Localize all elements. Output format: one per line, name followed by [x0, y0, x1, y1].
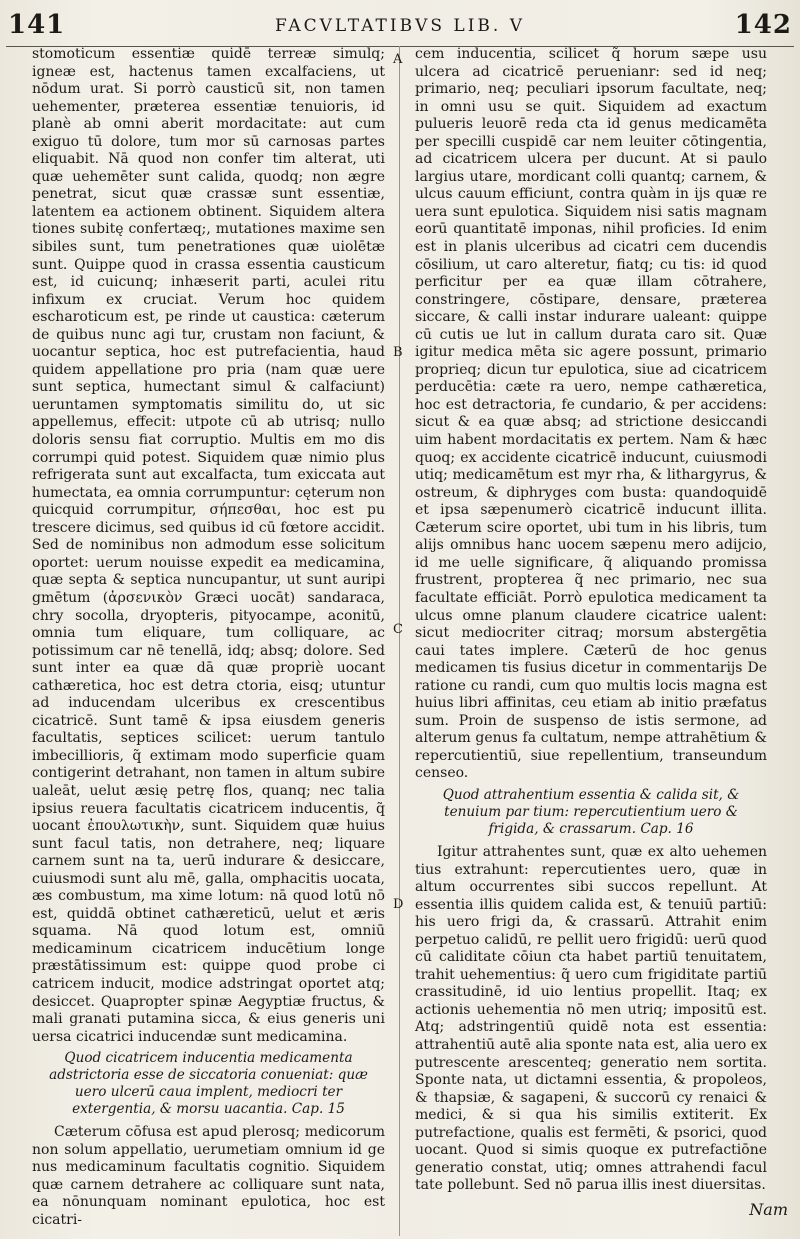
margin-letter-a: A: [393, 52, 403, 67]
page-header: [0, 6, 800, 44]
chapter-heading-16: Quod attrahentium essentia & calida sit, & tenuium par tium: repercutientium uero & frigida, & crassarum. Cap. 16: [442, 786, 740, 837]
running-head: FACVLTATIBVS LIB. V: [275, 16, 525, 36]
folio-number-right: 142: [734, 10, 792, 40]
left-paragraph-1: stomoticum essentiæ quidē terreæ simulq; igneæ est, hactenus tamen excalfaciens, ut nōdum urat. Si porrò causticū sit, non tamen uehementer, præterea essentiæ tenuioris, id planè ab omni aberit mordacitate: aut cum exiguo tū dolore, tum mor sū carnosas partes eliquabit. Nā quod non confer tim alterat, uti quæ uehemēter sunt calida, quodq; non ægre penetrat, sicut quæ crassæ sunt essentiæ, latentem ea actionem obtinent. Siquidem altera tiones subitę confertæq;, mutationes maxime sen sibiles sunt, tum penetrationes quæ uiolētæ sunt. Quippe quod in crassa essentia causticum est, id cuicunq; inhæserit parti, aculei ritu infixum ex cruciat. Verum hoc quidem escharoticum est, pe rinde ut caustica: cæterum de quibus nunc agi tur, crustam non faciunt, & uocantur septica, hoc est putrefacientia, haud quidem appellatione pro pria (nam quæ uere sunt septica, humectant simul & calfaciunt) ueruntamen symptomatis similitu do, ut sic appellemus, effecit: utpote cū ab utrisq; nullo doloris sensu fiat corruptio. Multis em mo dis corrumpi quid potest. Siquidem quæ nimio plus refrigerata sunt aut excalfacta, tum exiccata aut humectata, ea omnia corrumpuntur: cęterum non quicquid corrumpitur, σήπεσθαι, hoc est pu trescere dicimus, sed quibus id cū fœtore accidit. Sed de nominibus non admodum esse solicitum oportet: uerum nouisse expedit ea medicamina, quæ septa & septica nuncupantur, ut sunt auripi gmētum (ἀρσενικὸν Græci uocāt) sandaraca, chry socolla, dryopteris, pityocampe, aconitū, omnia tum eliquare, tum colliquare, ac potissimum car nē tenellā, idq; absq; dolore. Sed sunt inter ea quæ dā quæ propriè uocant cathæretica, hoc est detra ctoria, eisq; utuntur ad inducendam ulceribus ex crescentibus cicatricē. Sunt tamē & ipsa eiusdem generis facultatis, septices scilicet: uerum tantulo imbecillioris, q̃ extimam modo superficie quam contigerint detrahant, non tamen in altum subire ualeāt, uelut æsię petrę flos, quanq; nec talia ipsius reuera facultatis cicatricem inducentis, q̃ uocant ἐπουλωτικὴν, sunt. Siquidem quæ huius sunt facul tatis, non detrahere, neq; liquare carnem sunt na ta, uerū indurare & desiccare, cuiusmodi sunt alu mē, galla, omphacitis uocata, æs combustum, ma xime lotum: nā quod lotū nō est, quiddā obtinet cathæreticū, uelut et æris squama. Nā quod lotum est, omniū medicaminum cicatricem inducētium longe præstātissimum est: quippe quod probe ci catricem inducit, modice adstringat oportet atq; desiccet. Quapropter spinæ Aegyptiæ fructus, & mali granati putamina sicca, & eius generis uni uersa cicatrici inducendæ sunt medicamina.: [32, 46, 385, 1045]
right-paragraph-2: Igitur attrahentes sunt, quæ ex alto uehemen tius extrahunt: repercutientes uero, quæ in altum occurrentes sibi succos repellunt. At essentia illis quidem calida est, & tenuiū partiū: his uero frigi da, & crassarū. Attrahit enim perpetuo calidū, re pellit uero frigidū: uerū quod cū caliditate cōiun cta habet partiū tenuitatem, trahit uehementius: q̃ uero cum frigiditate partiū crassitudinē, id uio lentius propellit. Itaq; ex actionis uehementia nō men utriq; impositū est. Atq; adstringentiū quidē nota est essentia: attrahentiū autē alia sponte nata est, alia uero ex putrescente arescenteq; generatio nem sortita. Sponte nata, ut dictamni essentia, & propoleos, & thapsiæ, & sagapeni, & succorū cy renaici & medici, & si qua his similis extiterit. Ex putrefactione, qualis est fermēti, & psorici, quod uocant. Quod si simis quoque ex putrefactiōne generatio constat, utiq; omnes attrahendi facul tate pollebunt. Sed nō parua illis inest diuersitas.: [415, 843, 767, 1194]
right-column: [415, 46, 767, 1195]
catchword: Nam: [749, 1200, 788, 1219]
folio-number-left: 141: [8, 10, 66, 40]
right-paragraph-1: cem inducentia, scilicet q̃ horum sæpe usu ulcera ad cicatricē peruenianr: sed id neq; primario, neq; peculiari ipsorum facultate, neq; in omni usu se quit. Siquidem ad exactum pulueris leuorē reda cta id genus medicamēta per specilli cuspidē car nem leuiter cōtingentia, ad cicatricem ulcera per ducunt. At si paulo largius utare, mordicant colli quantq; carnem, & ulcus cauum efficiunt, contra quàm in ijs quæ re uera sunt epulotica. Siquidem nisi satis magnam eorū quantitatē imponas, nihil proficies. Id enim est in planis ulceribus ad cicatri cem ducendis cōsilium, ut caro alteretur, fiatq; cu tis: id quod perficitur per ea quæ illam cōtrahere, constringere, cōstipare, densare, præterea siccare, & calli instar indurare ualeant: quippe cū cutis ue lut in callum durata caro sit. Quæ igitur medica mēta sic agere possunt, primario proprieq; dicun tur epulotica, siue ad cicatricem perducētia: cæte ra uero, nempe cathæretica, hoc est detractoria, fe cundario, & per accidens: sicut & ea quæ absq; ad strictione desiccandi uim habent mordacitatis ex pertem. Nam & hæc quoq; ex accidente cicatricē inducunt, cuiusmodi utiq; medicamētum est myr rha, & lithargyrus, & ostreum, & diphryges com busta: quandoquidē et ipsa sæpenumerò cicatricē inducunt illita. Cæterum scire oportet, ubi tum in his libris, tum alijs omnibus hanc uocem sæpenu mero adijcio, id me uelle significare, q̃ aliquando promissa frustrent, propterea q̃ nec primario, nec sua facultate efficiāt. Porrò epulotica medicament ta ulcus omne planum claudere cicatrice ualent: sicut mediocriter citraq; morsum abstergētia caui tates implere. Cæterū de hoc genus medicamen tis fusius dicetur in commentarijs De ratione cu randi, cum quo multis locis magna est huius libri affinitas, ceu etiam ab initio præfatus sum. Proin de suspenso de istis sermone, ad alterum genus fa cultatum, nempe attrahētium & repercutientiū, siue repellentium, transeundum censeo.: [415, 46, 767, 782]
margin-letter-c: C: [393, 622, 403, 637]
left-column: [32, 46, 385, 1229]
margin-letter-b: B: [393, 345, 403, 360]
column-divider: [399, 46, 400, 1236]
margin-letter-d: D: [393, 897, 404, 912]
left-paragraph-2: Cæterum cōfusa est apud plerosq; medicorum non solum appellatio, uerumetiam omnium id ge nus medicaminum facultatis cognitio. Siquidem quæ carnem detrahere ac colliquare sunt nata, ea nōnunquam nominant epulotica, hoc est cicatri-: [32, 1124, 385, 1228]
chapter-heading-15: Quod cicatricem inducentia medicamenta adstrictoria esse de siccatoria conueniat: quæ uero ulcerū caua implent, mediocri ter extergentia, & morsu uacantia. Cap. 15: [49, 1050, 368, 1118]
